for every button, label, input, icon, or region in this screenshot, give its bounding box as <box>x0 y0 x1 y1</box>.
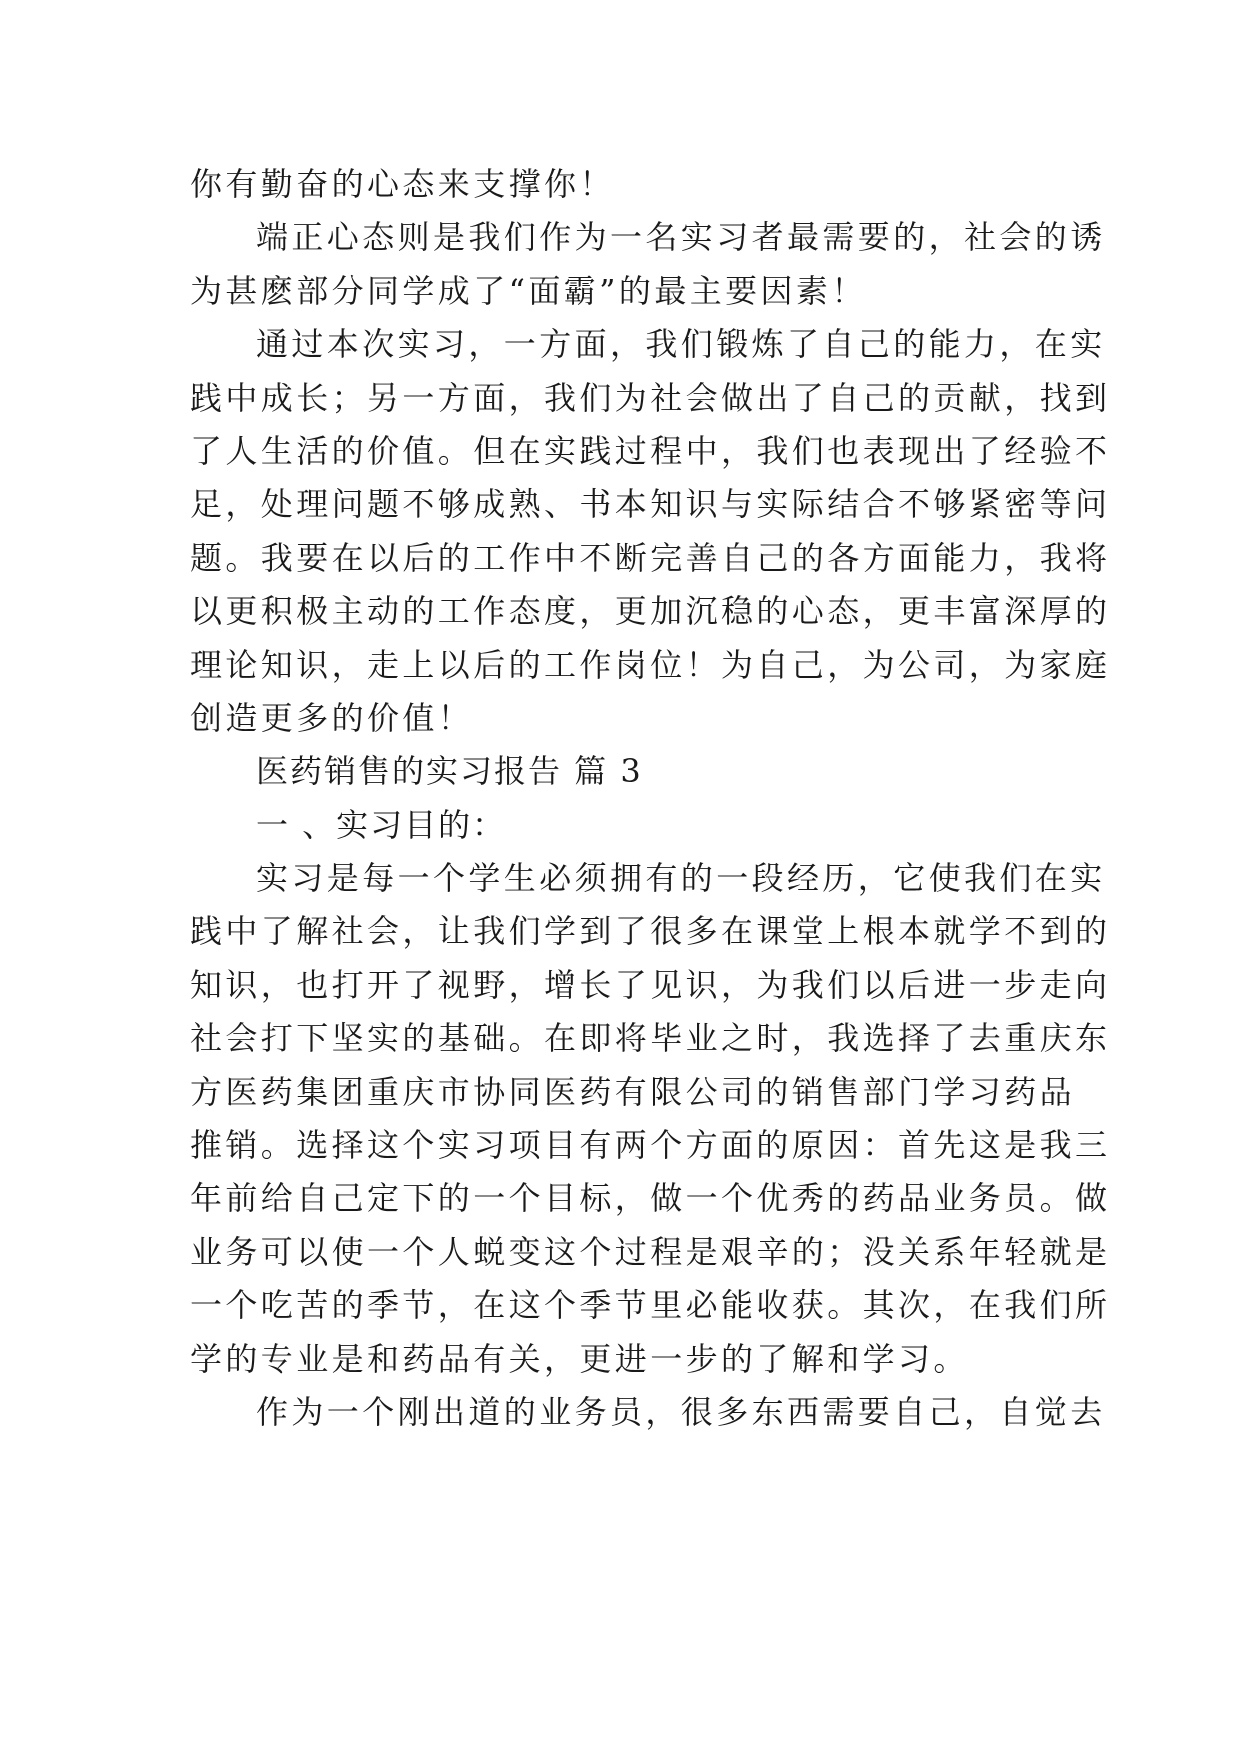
paragraph-line: 理论知识，走上以后的工作岗位！为自己，为公司，为家庭 <box>190 645 1111 684</box>
paragraph-line: 实习是每一个学生必须拥有的一段经历，它使我们在实 <box>256 859 1106 898</box>
paragraph-line: 践中成长；另一方面，我们为社会做出了自己的贡献，找到 <box>190 378 1111 417</box>
paragraph-line: 方医药集团重庆市协同医药有限公司的销售部门学习药品 <box>190 1072 1076 1111</box>
paragraph-line: 一个吃苦的季节，在这个季节里必能收获。其次，在我们所 <box>190 1286 1111 1325</box>
paragraph-line: 题。我要在以后的工作中不断完善自己的各方面能力，我将 <box>190 538 1111 577</box>
document-body <box>190 158 1111 1439</box>
paragraph-line: 社会打下坚实的基础。在即将毕业之时，我选择了去重庆东 <box>190 1019 1111 1058</box>
paragraph-line: 年前给自己定下的一个目标，做一个优秀的药品业务员。做 <box>190 1179 1111 1218</box>
paragraph-line: 业务可以使一个人蜕变这个过程是艰辛的；没关系年轻就是 <box>190 1232 1111 1271</box>
paragraph-line: 践中了解社会，让我们学到了很多在课堂上根本就学不到的 <box>190 912 1111 951</box>
paragraph-line: 以更积极主动的工作态度，更加沉稳的心态，更丰富深厚的 <box>190 592 1111 631</box>
paragraph-line: 了人生活的价值。但在实践过程中，我们也表现出了经验不 <box>190 431 1111 470</box>
paragraph-line: 知识，也打开了视野，增长了见识，为我们以后进一步走向 <box>190 965 1111 1004</box>
section-heading: 一 、实习目的： <box>256 805 507 844</box>
section-title: 医药销售的实习报告 篇 3 <box>256 752 643 791</box>
paragraph-line: 通过本次实习，一方面，我们锻炼了自己的能力，在实 <box>256 325 1106 364</box>
paragraph-line: 作为一个刚出道的业务员，很多东西需要自己，自觉去 <box>256 1392 1106 1431</box>
paragraph-line: 端正心态则是我们作为一名实习者最需要的，社会的诱 <box>256 218 1106 257</box>
paragraph-line: 创造更多的价值！ <box>190 698 474 737</box>
paragraph-line: 为甚麽部分同学成了“面霸”的最主要因素！ <box>190 271 867 310</box>
paragraph-line: 推销。选择这个实习项目有两个方面的原因：首先这是我三 <box>190 1126 1111 1165</box>
paragraph-line: 足，处理问题不够成熟、书本知识与实际结合不够紧密等问 <box>190 485 1111 524</box>
paragraph-line: 你有勤奋的心态来支撑你！ <box>190 165 615 203</box>
paragraph-line: 学的专业是和药品有关，更进一步的了解和学习。 <box>190 1339 969 1378</box>
